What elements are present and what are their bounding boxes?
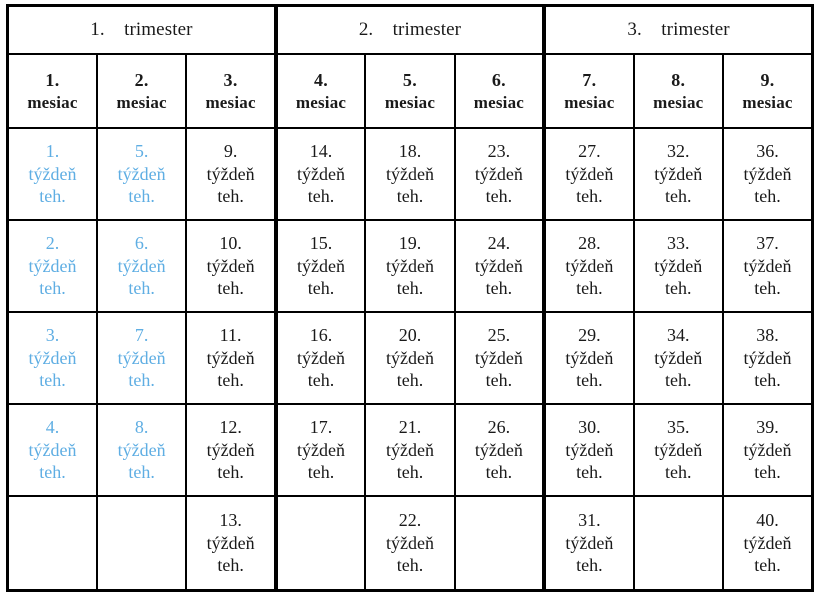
week-abbrev: teh. [754,462,781,483]
month-header-3 [186,54,275,128]
week-cell [455,128,544,220]
week-word: týždeň [117,439,166,460]
week-cell [455,312,544,404]
week-abbrev: teh. [39,370,66,391]
week-word: týždeň [297,347,346,368]
week-cell [365,128,454,220]
week-number: 14. [309,140,333,161]
month-header-4 [276,54,365,128]
week-cell [723,220,813,312]
month-header-9 [723,54,813,128]
week-word: týždeň [297,163,346,184]
week-cell [455,404,544,496]
week-abbrev: teh. [576,278,603,299]
week-word: týždeň [654,163,703,184]
month-word: mesiac [742,92,793,112]
month-number: 6. [491,69,506,90]
week-number: 15. [309,232,333,253]
week-cell [8,404,97,496]
week-abbrev: teh. [754,278,781,299]
week-abbrev: teh. [754,555,781,576]
week-cell [634,312,723,404]
month-word: mesiac [205,92,256,112]
week-word: týždeň [474,439,523,460]
week-abbrev: teh. [217,186,244,207]
trimester-header-1: 1. trimester [8,6,276,55]
week-number: 27. [578,140,601,161]
month-word: mesiac [564,92,615,112]
week-cell [276,220,365,312]
week-number: 22. [398,509,422,530]
week-cell [723,404,813,496]
week-word: týždeň [385,532,434,553]
week-number: 21. [398,416,422,437]
week-cell [186,220,275,312]
month-word: mesiac [295,92,347,112]
month-word: mesiac [473,92,525,112]
week-number: 38. [756,324,779,345]
week-number: 1. [45,140,60,161]
week-cell [186,496,275,591]
week-word: týždeň [474,163,523,184]
week-abbrev: teh. [485,278,513,299]
week-cell [97,128,186,220]
week-row [8,220,813,312]
week-row [8,404,813,496]
week-number: 11. [219,324,242,345]
week-number: 12. [219,416,242,437]
week-cell [276,404,365,496]
week-word: týždeň [28,255,77,276]
week-number: 29. [578,324,601,345]
week-cell [723,312,813,404]
week-number: 19. [398,232,422,253]
month-number: 3. [223,69,238,90]
week-cell [544,128,633,220]
month-number: 7. [582,69,597,90]
trimester-header-2: 2. trimester [276,6,544,55]
week-abbrev: teh. [396,370,424,391]
week-word: týždeň [117,347,166,368]
week-number: 13. [219,509,242,530]
week-abbrev: teh. [665,370,692,391]
week-cell [544,312,633,404]
week-number: 20. [398,324,422,345]
week-number: 9. [223,140,238,161]
week-abbrev: teh. [396,555,424,576]
week-abbrev: teh. [307,278,335,299]
week-word: týždeň [385,163,434,184]
week-abbrev: teh. [217,462,244,483]
week-abbrev: teh. [665,186,692,207]
week-number: 30. [578,416,601,437]
week-number: 6. [134,232,149,253]
month-number: 2. [134,69,149,90]
week-cell [634,220,723,312]
week-cell [365,404,454,496]
week-number: 17. [309,416,333,437]
week-abbrev: teh. [128,462,155,483]
week-word: týždeň [117,255,166,276]
week-abbrev: teh. [128,278,155,299]
week-word: týždeň [743,532,792,553]
week-number: 2. [45,232,60,253]
week-abbrev: teh. [307,462,335,483]
week-abbrev: teh. [307,370,335,391]
month-header-1 [8,54,97,128]
week-row [8,312,813,404]
month-number: 5. [402,69,418,90]
week-cell [8,128,97,220]
week-number: 31. [578,509,601,530]
week-abbrev: teh. [485,370,513,391]
month-header-2 [97,54,186,128]
week-cell [8,312,97,404]
month-word: mesiac [116,92,167,112]
week-cell-empty [276,496,365,591]
week-word: týždeň [28,163,77,184]
month-header-6 [455,54,544,128]
week-abbrev: teh. [576,555,603,576]
week-abbrev: teh. [396,462,424,483]
week-cell [634,404,723,496]
week-cell [186,128,275,220]
week-word: týždeň [565,255,614,276]
week-cell-empty [97,496,186,591]
month-number: 1. [45,69,60,90]
week-word: týždeň [28,439,77,460]
week-cell [276,128,365,220]
month-number: 8. [671,69,686,90]
week-abbrev: teh. [307,186,335,207]
month-number: 9. [760,69,775,90]
week-number: 3. [45,324,60,345]
week-word: týždeň [654,439,703,460]
week-word: týždeň [743,163,792,184]
week-row [8,128,813,220]
trimester-header-3: 3. trimester [544,6,812,55]
week-abbrev: teh. [576,186,603,207]
week-cell [634,128,723,220]
week-abbrev: teh. [396,278,424,299]
week-cell [365,496,454,591]
week-cell-empty [634,496,723,591]
week-abbrev: teh. [128,370,155,391]
week-abbrev: teh. [396,186,424,207]
week-cell [544,220,633,312]
week-cell [8,220,97,312]
week-word: týždeň [297,439,346,460]
week-word: týždeň [206,255,255,276]
week-number: 37. [756,232,779,253]
week-abbrev: teh. [217,555,244,576]
week-cell [723,128,813,220]
week-word: týždeň [743,255,792,276]
week-abbrev: teh. [39,462,66,483]
month-word: mesiac [384,92,436,112]
week-abbrev: teh. [754,186,781,207]
week-number: 18. [398,140,422,161]
week-number: 8. [134,416,149,437]
week-abbrev: teh. [217,278,244,299]
month-header-5 [365,54,454,128]
week-word: týždeň [565,163,614,184]
week-abbrev: teh. [485,186,513,207]
week-word: týždeň [117,163,166,184]
week-abbrev: teh. [485,462,513,483]
week-cell [276,312,365,404]
week-number: 16. [309,324,333,345]
week-cell [97,220,186,312]
week-word: týždeň [206,347,255,368]
week-word: týždeň [385,255,434,276]
week-word: týždeň [474,255,523,276]
week-number: 33. [667,232,690,253]
week-word: týždeň [385,439,434,460]
week-number: 28. [578,232,601,253]
week-word: týždeň [743,439,792,460]
week-abbrev: teh. [217,370,244,391]
week-word: týždeň [565,532,614,553]
week-cell [455,220,544,312]
week-abbrev: teh. [665,462,692,483]
week-number: 34. [667,324,690,345]
week-cell [544,404,633,496]
week-word: týždeň [206,439,255,460]
week-abbrev: teh. [754,370,781,391]
month-header-8 [634,54,723,128]
week-number: 10. [219,232,242,253]
week-number: 24. [487,232,511,253]
week-number: 32. [667,140,690,161]
month-header-7 [544,54,633,128]
week-word: týždeň [474,347,523,368]
week-cell [186,404,275,496]
week-cell [365,312,454,404]
week-number: 36. [756,140,779,161]
pregnancy-calendar-table [6,4,814,592]
month-word: mesiac [653,92,704,112]
week-word: týždeň [206,163,255,184]
week-word: týždeň [385,347,434,368]
week-cell [723,496,813,591]
table-body [8,6,813,591]
week-abbrev: teh. [576,370,603,391]
week-abbrev: teh. [665,278,692,299]
week-number: 39. [756,416,779,437]
week-number: 4. [45,416,60,437]
month-word: mesiac [27,92,78,112]
week-word: týždeň [743,347,792,368]
week-cell [97,312,186,404]
week-word: týždeň [565,439,614,460]
week-word: týždeň [654,255,703,276]
week-number: 26. [487,416,511,437]
week-word: týždeň [565,347,614,368]
week-cell [97,404,186,496]
week-word: týždeň [297,255,346,276]
month-header-row [8,54,813,128]
month-number: 4. [313,69,329,90]
week-number: 40. [756,509,779,530]
week-number: 7. [134,324,149,345]
week-abbrev: teh. [128,186,155,207]
week-number: 23. [487,140,511,161]
week-cell-empty [455,496,544,591]
week-number: 25. [487,324,511,345]
week-cell [544,496,633,591]
week-number: 35. [667,416,690,437]
week-abbrev: teh. [39,278,66,299]
week-word: týždeň [654,347,703,368]
week-cell-empty [8,496,97,591]
week-cell [186,312,275,404]
week-cell [365,220,454,312]
week-abbrev: teh. [39,186,66,207]
week-number: 5. [134,140,149,161]
week-row [8,496,813,591]
week-abbrev: teh. [576,462,603,483]
week-word: týždeň [206,532,255,553]
trimester-header-row [8,6,813,55]
week-word: týždeň [28,347,77,368]
